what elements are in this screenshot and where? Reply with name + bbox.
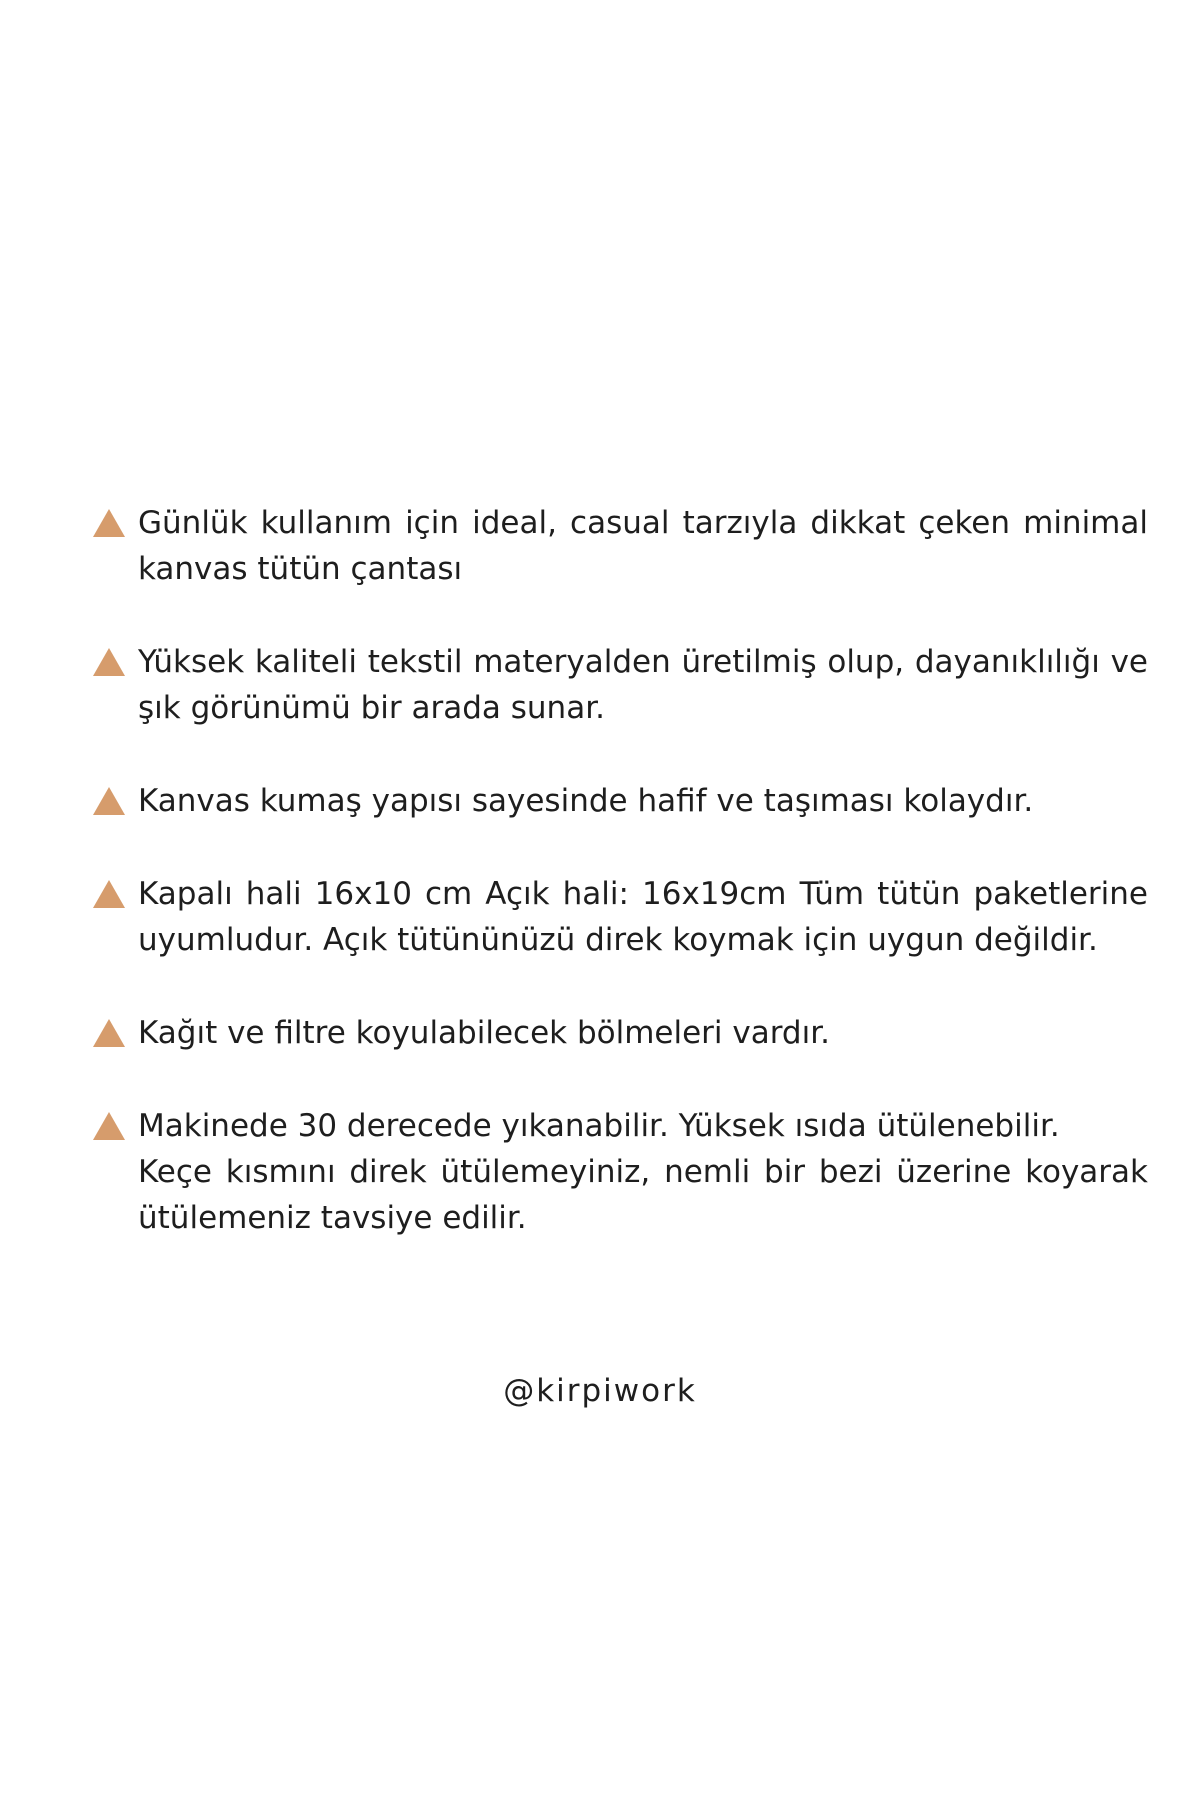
feature-text [138,871,1148,963]
triangle-icon [92,1010,138,1056]
feature-item [92,500,1148,592]
feature-text [138,1103,1148,1241]
feature-text-line: Kağıt ve filtre koyulabilecek bölmeleri vardır. [138,1015,830,1051]
feature-list [92,500,1148,1288]
feature-text [138,639,1148,731]
feature-item [92,1010,1148,1056]
feature-text [138,778,1148,824]
feature-text [138,1010,1148,1056]
triangle-icon [92,500,138,546]
triangle-icon [92,1103,138,1149]
feature-text [138,500,1148,592]
feature-text-line: Kapalı hali 16x10 cm Açık hali: 16x19cm Tüm tütün paketlerine uyumludur. Açık tütününüzü direk koymak için uygun değildir. [138,876,1148,958]
feature-item [92,871,1148,963]
feature-item [92,778,1148,824]
feature-item [92,1103,1148,1241]
feature-item [92,639,1148,731]
feature-text-line: Keçe kısmını direk ütülemeyiniz, nemli bir bezi üzerine koyarak ütülemeniz tavsiye edilir. [138,1154,1148,1236]
triangle-icon [92,871,138,917]
feature-text-line: Günlük kullanım için ideal, casual tarzıyla dikkat çeken minimal kanvas tütün çantası [138,505,1148,587]
brand-handle: @kirpiwork [503,1373,697,1409]
feature-text-line: Yüksek kaliteli tekstil materyalden üretilmiş olup, dayanıklılığı ve şık görünümü bir arada sunar. [138,644,1148,726]
feature-text-line: Makinede 30 derecede yıkanabilir. Yüksek ısıda ütülenebilir. [138,1108,1060,1144]
feature-text-line: Kanvas kumaş yapısı sayesinde hafif ve taşıması kolaydır. [138,783,1034,819]
triangle-icon [92,639,138,685]
triangle-icon [92,778,138,824]
